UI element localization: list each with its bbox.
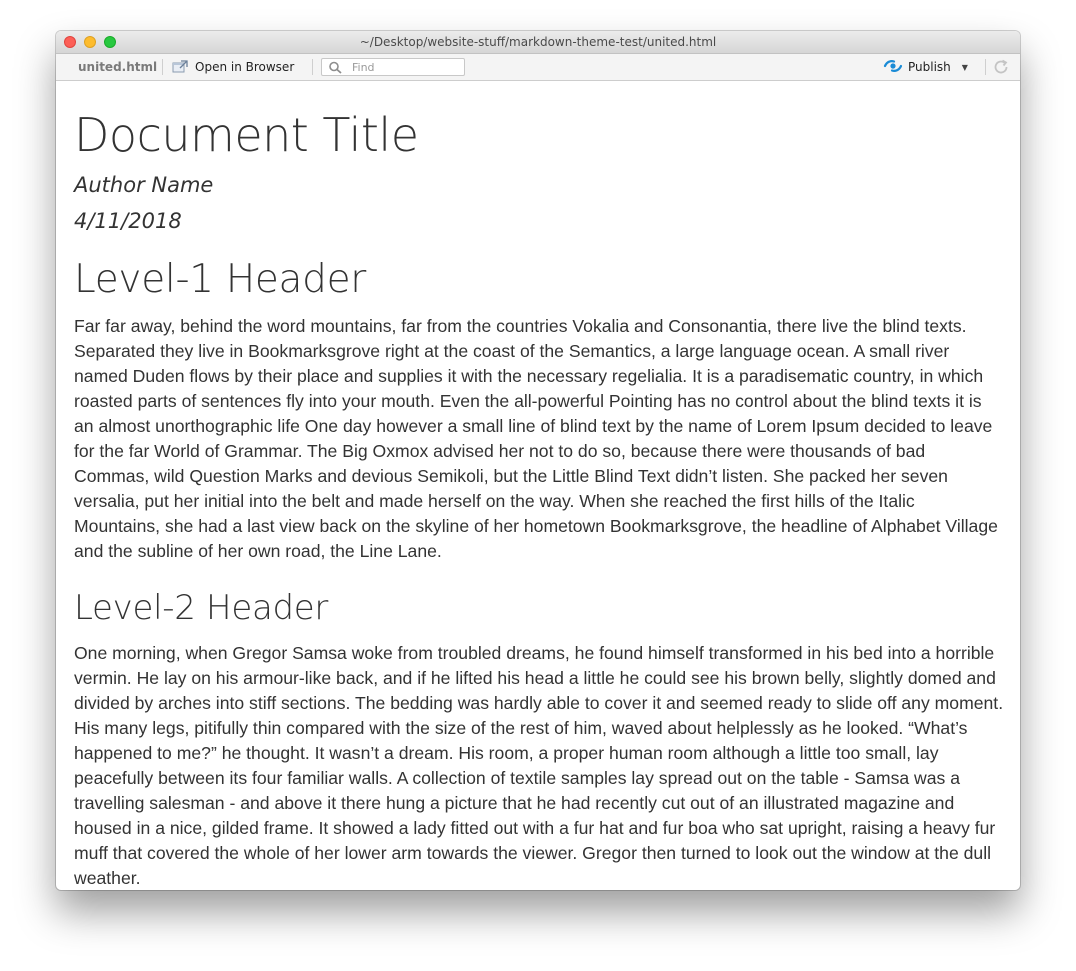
file-name-label: united.html (78, 60, 158, 74)
level-2-header: Level-2 Header (74, 588, 329, 628)
document-preview[interactable] (56, 81, 1020, 890)
viewer-window (56, 31, 1020, 890)
publish-button[interactable] (883, 57, 968, 77)
open-in-browser-icon (172, 60, 189, 74)
document-title: Document Title (74, 108, 419, 162)
chevron-down-icon: ▼ (961, 62, 968, 72)
toolbar-divider (162, 59, 163, 75)
title-bar[interactable] (56, 31, 1020, 54)
toolbar-divider (312, 59, 313, 75)
level-1-header: Level-1 Header (74, 257, 367, 302)
window-title: ~/Desktop/website-stuff/markdown-theme-test/united.html (359, 35, 717, 49)
publish-icon (883, 59, 903, 76)
find-input[interactable] (352, 59, 462, 75)
toolbar-divider (985, 59, 986, 75)
section-1-paragraph: Far far away, behind the word mountains, far from the countries Vokalia and Consonantia, there live the blind texts. Separated they live in Bookmarksgrove right at the coast of the Semantics, a large language ocean. A small river named Duden flows by their place and supplies it with the necessary regelialia. It is a paradisematic country, in which roasted parts of sentences fly into your mouth. Even the all-powerful Pointing has no control about the blind texts it is an almost unorthographic life One day however a small line of blind text by the name of Lorem Ipsum decided to leave for the far World of Grammar. The Big Oxmox advised her not to do so, because there were thousands of bad Commas, wild Question Marks and devious Semikoli, but the Little Blind Text didn’t listen. She packed her seven versalia, put her initial into the belt and made herself on the way. When she reached the first hills of the Italic Mountains, she had a last view back on the skyline of her hometown Bookmarksgrove, the headline of Alphabet Village and the subline of her own road, the Line Lane. (74, 316, 998, 561)
refresh-icon[interactable] (992, 58, 1010, 79)
open-in-browser-button[interactable] (172, 57, 294, 77)
document-author: Author Name (74, 173, 214, 197)
publish-label: Publish (908, 60, 951, 74)
open-in-browser-label: Open in Browser (195, 60, 295, 74)
section-2-paragraph: One morning, when Gregor Samsa woke from troubled dreams, he found himself transformed in his bed into a horrible vermin. He lay on his armour-like back, and if he lifted his head a little he could see his brown belly, slightly domed and divided by arches into stiff sections. The bedding was hardly able to cover it and seemed ready to slide off any moment. His many legs, pitifully thin compared with the size of the rest of him, waved about helplessly as he looked. “What’s happened to me?” he thought. It wasn’t a dream. His room, a proper human room although a little too small, lay peacefully between its four familiar walls. A collection of textile samples lay spread out on the table - Samsa was a travelling salesman - and above it there hung a picture that he had recently cut out of an illustrated magazine and housed in a nice, gilded frame. It showed a lady fitted out with a fur hat and fur boa who sat upright, raising a heavy fur muff that covered the whole of her lower arm towards the viewer. Gregor then turned to look out the window at the dull weather. (74, 643, 1004, 888)
viewer-toolbar (56, 54, 1020, 81)
find-box[interactable] (321, 58, 465, 76)
document-date: 4/11/2018 (74, 209, 182, 233)
search-icon (328, 61, 344, 77)
